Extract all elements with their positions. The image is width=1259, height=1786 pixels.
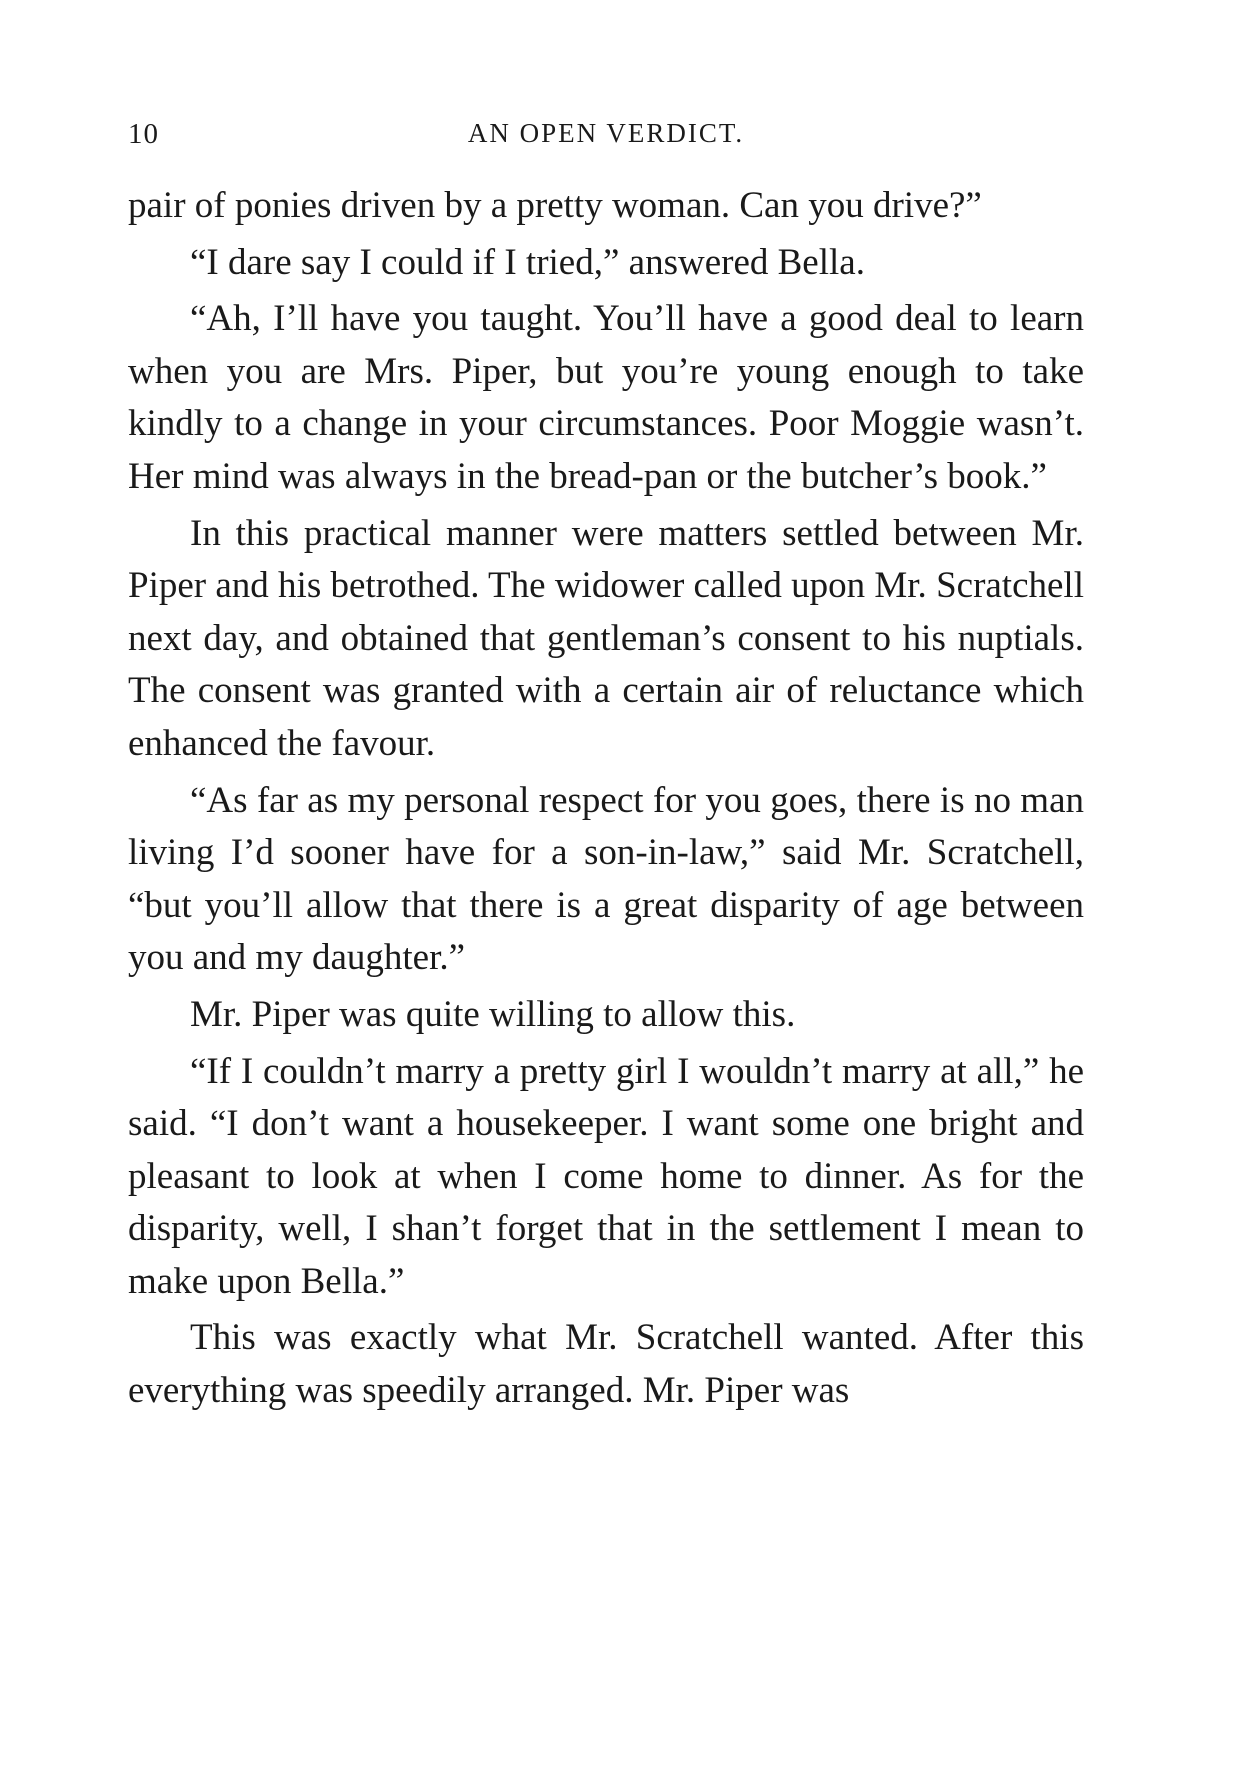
book-page [128,118,1084,1418]
paragraph: “I dare say I could if I tried,” answered Bella. [190,241,865,283]
running-title: AN OPEN VERDICT. [467,118,745,148]
page-number: 10 [128,118,159,150]
paragraph: This was exactly what Mr. Scratchell wanted. After this everything was speedily arranged. Mr. Piper was [128,1317,1084,1412]
body-text [128,180,1084,1418]
paragraph: pair of ponies driven by a pretty woman. Can you drive?” [128,185,982,226]
paragraph: “As far as my personal respect for you goes, there is no man living I’d sooner have for a son-in-law,” said Mr. Scratchell, “but you’ll allow that there is a great disparity of age between you and my daughter.” [128,779,1084,979]
paragraph: Mr. Piper was quite willing to allow this. [190,993,796,1035]
paragraph: “If I couldn’t marry a pretty girl I wouldn’t marry at all,” he said. “I don’t want a housekeeper. I want some one bright and pleasant to look at when I come home to dinner. As for the disparity, well, I shan’t forget that in the settlement I mean to make upon Bella.” [128,1050,1084,1302]
page-header [128,118,1084,166]
paragraph: In this practical manner were matters settled between Mr. Piper and his betrothed. The widower called upon Mr. Scratchell next day, and obtained that gentleman’s consent to his nuptials. The consent was granted with a certain air of reluctance which enhanced the favour. [128,512,1084,764]
paragraph: “Ah, I’ll have you taught. You’ll have a good deal to learn when you are Mrs. Piper, but you’re young enough to take kindly to a change in your circumstances. Poor Moggie wasn’t. Her mind was always in the bread-pan or the butcher’s book.” [128,298,1084,497]
